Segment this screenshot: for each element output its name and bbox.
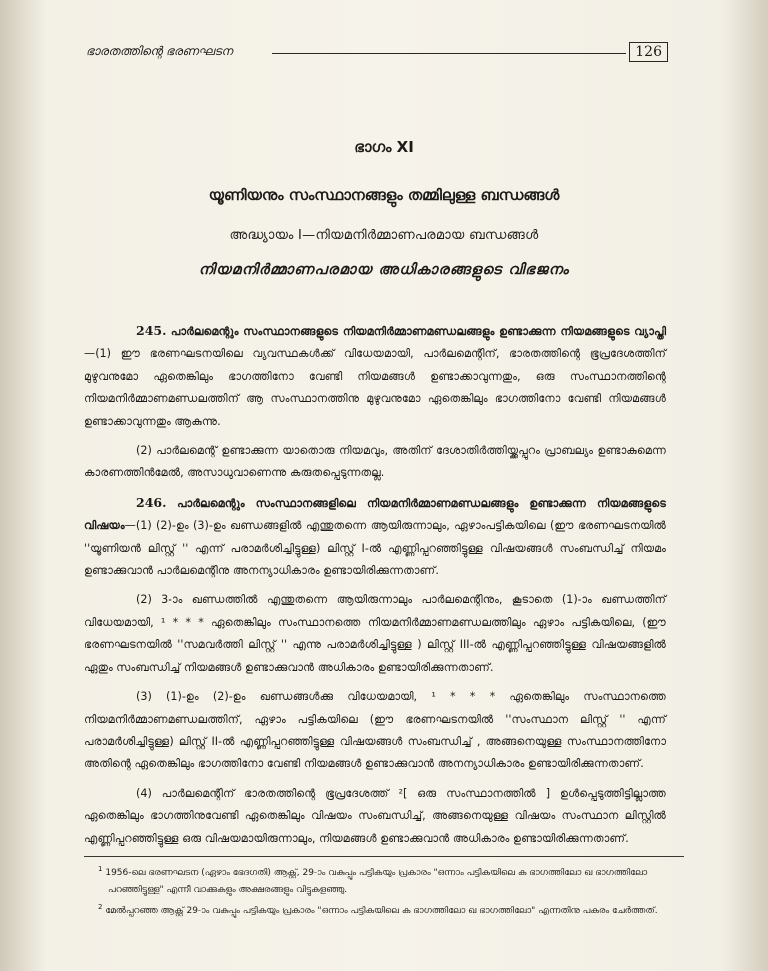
article-245-clause-2 bbox=[84, 440, 666, 485]
article-number: 246. bbox=[136, 494, 167, 510]
footnote-marker: 2 bbox=[98, 903, 103, 911]
article-246-clause-3 bbox=[84, 686, 666, 776]
article-number: 245. bbox=[136, 323, 167, 338]
part-number: ഭാഗം XI bbox=[354, 138, 414, 156]
article-text: —(1) (2)-ഉം (3)-ഉം ഖണ്ഡങ്ങളിൽ എന്തുതന്നെ ആയിരുന്നാലും, ഏഴാംപട്ടികയിലെ (ഈ ഭരണഘടനയിൽ ''യൂണിയൻ ലിസ്റ്റ് '' എന്ന് പരാമർശിച്ചിട്ടുള്ള) ലിസ്റ്റ് I-ൽ എണ്ണിപ്പറഞ്ഞിട്ടുള്ള വിഷയങ്ങൾ സംബന്ധിച്ച് നിയമം ഉണ്ടാക്കുവാൻ പാർലമെന്റിനു അനന്യാധികാരം ഉണ്ടായിരിക്കുന്നതാണ്. bbox=[84, 519, 666, 578]
article-246-clause-1 bbox=[84, 492, 666, 583]
article-246-clause-4 bbox=[84, 783, 666, 850]
article-heading: പാർലമെന്റും സംസ്ഥാനങ്ങളുടെ നിയമനിർമ്മാണമണ്ഡലങ്ങളും ഉണ്ടാക്കുന്ന നിയമങ്ങളുടെ വ്യാപ്തി bbox=[170, 325, 666, 338]
body-text bbox=[84, 320, 666, 857]
article-text: (2) 3-ാം ഖണ്ഡത്തിൽ എന്തുതന്നെ ആയിരുന്നാലും പാർലമെന്റിനും, കൂടാതെ (1)-ാം ഖണ്ഡത്തിന് വിധേയമായി, ¹ * * * ഏതെങ്കിലും സംസ്ഥാനത്തെ നിയമനിർമ്മാണമണ്ഡലത്തിലും ഏഴാം പട്ടികയിലെ, (ഈ ഭരണഘടനയിൽ ''സമവർത്തി ലിസ്റ്റ് '' എന്നു പരാമർശിച്ചിട്ടുള്ള ) ലിസ്റ്റ് III-ൽ എണ്ണിപ്പറഞ്ഞിട്ടുള്ള വിഷയങ്ങളിൽ ഏതും സംബന്ധിച്ച് നിയമങ്ങൾ ഉണ്ടാക്കുവാൻ അധികാരം ഉണ്ടായിരിക്കുന്നതാണ്. bbox=[84, 593, 666, 674]
footnote-text: മേൽപ്പറഞ്ഞ ആക്റ്റ് 29-ാം വകുപ്പും പട്ടികയും പ്രകാരം "ഒന്നാം പട്ടികയിലെ ക ഭാഗത്തിലോ ഖ ഭാഗത്തിലോ" എന്നതിനു പകരം ചേർത്തത്. bbox=[105, 906, 658, 916]
running-head-rule bbox=[272, 53, 626, 54]
footnote-marker: 1 bbox=[98, 865, 103, 873]
article-245-clause-1 bbox=[84, 320, 666, 433]
footnote bbox=[84, 861, 684, 899]
part-title: യൂണിയനും സംസ്ഥാനങ്ങളും തമ്മിലുള്ള ബന്ധങ്ങൾ bbox=[208, 186, 560, 204]
article-text: (3) (1)-ഉം (2)-ഉം ഖണ്ഡങ്ങൾക്കു വിധേയമായി, ¹ * * * ഏതെങ്കിലും സംസ്ഥാനത്തെ നിയമനിർമ്മാണമണ്ഡലത്തിന്, ഏഴാം പട്ടികയിലെ (ഈ ഭരണഘടനയിൽ ''സംസ്ഥാന ലിസ്റ്റ് '' എന്ന് പരാമർശിച്ചിട്ടുള്ള) ലിസ്റ്റ് II-ൽ എണ്ണിപ്പറഞ്ഞിട്ടുള്ള വിഷയങ്ങൾ സംബന്ധിച്ച് , അങ്ങനെയുള്ള സംസ്ഥാനത്തിനോ അതിന്റെ ഏതെങ്കിലും ഭാഗത്തിനോ വേണ്ടി നിയമങ്ങൾ ഉണ്ടാക്കുവാൻ അനന്യാധികാരം ഉണ്ടായിരിക്കുന്നതാണ്. bbox=[84, 690, 666, 771]
article-text: (2) പാർലമെന്റ് ഉണ്ടാക്കുന്ന യാതൊരു നിയമവും, അതിന് ദേശാതിർത്തിയ്ക്കപ്പുറം പ്രാബല്യം ഉണ്ടാകുമെന്ന കാരണത്തിൻമേൽ, അസാധുവാണെന്നു കരുതപ്പെടുന്നതല്ല. bbox=[84, 444, 666, 480]
article-heading: പാർലമെന്റും സംസ്ഥാനങ്ങളിലെ നിയമനിർമ്മാണമണ്ഡലങ്ങളും ഉണ്ടാക്കുന്ന നിയമങ്ങളുടെ വിഷയം bbox=[84, 496, 666, 533]
chapter-title: അദ്ധ്യായം I—നിയമനിർമ്മാണപരമായ ബന്ധങ്ങൾ bbox=[229, 228, 539, 243]
section-subheading: നിയമനിർമ്മാണപരമായ അധികാരങ്ങളുടെ വിഭജനം bbox=[198, 262, 570, 278]
article-text: —(1) ഈ ഭരണഘടനയിലെ വ്യവസ്ഥകൾക്ക് വിധേയമായി, പാർലമെന്റിന്, ഭാരതത്തിന്റെ ഭൂപ്രദേശത്തിന് മുഴുവനുമോ ഏതെങ്കിലും ഭാഗത്തിനോ വേണ്ടി നിയമങ്ങൾ ഉണ്ടാക്കാവുന്നതും, ഒരു സംസ്ഥാനത്തിന്റെ നിയമനിർമ്മാണമണ്ഡലത്തിന് ആ സംസ്ഥാനത്തിനു മുഴുവനുമോ ഏതെങ്കിലും ഭാഗത്തിനോ വേണ്ടി നിയമങ്ങൾ ഉണ്ടാക്കാവുന്നതും ആകുന്നു. bbox=[84, 347, 666, 428]
article-text: (4) പാർലമെന്റിന് ഭാരതത്തിന്റെ ഭൂപ്രദേശത്ത് ²[ ഒരു സംസ്ഥാനത്തിൽ ] ഉൾപ്പെടുത്തിട്ടില്ലാത്ത ഏതെങ്കിലും ഭാഗത്തിനുവേണ്ടി ഏതെങ്കിലും വിഷയം സംബന്ധിച്ച്, അങ്ങനെയുള്ള വിഷയം സംസ്ഥാന ലിസ്റ്റിൽ എണ്ണിപ്പറഞ്ഞിട്ടുള്ള ഒരു വിഷയമായിരുന്നാലും, നിയമങ്ങൾ ഉണ്ടാക്കുവാൻ അധികാരം ഉണ്ടായിരിക്കുന്നതാണ്. bbox=[84, 786, 666, 845]
article-246-clause-2 bbox=[84, 589, 666, 679]
running-head bbox=[86, 42, 668, 64]
page-number: 126 bbox=[629, 42, 668, 62]
running-head-title: ഭാരതത്തിന്റെ ഭരണഘടന bbox=[86, 44, 233, 58]
footnote bbox=[84, 899, 684, 920]
footnotes bbox=[84, 856, 684, 920]
footnote-text: 1956-ലെ ഭരണഘടന (ഏഴാം ഭേദഗതി) ആക്റ്റ്, 29-ാം വകുപ്പും പട്ടികയും പ്രകാരം "ഒന്നാം പട്ടികയിലെ ക ഭാഗത്തിലോ ഖ ഭാഗത്തിലോ പറഞ്ഞിട്ടുള്ള" എന്നീ വാക്കുകളും അക്ഷരങ്ങളും വിട്ടുകളഞ്ഞു. bbox=[105, 868, 648, 895]
